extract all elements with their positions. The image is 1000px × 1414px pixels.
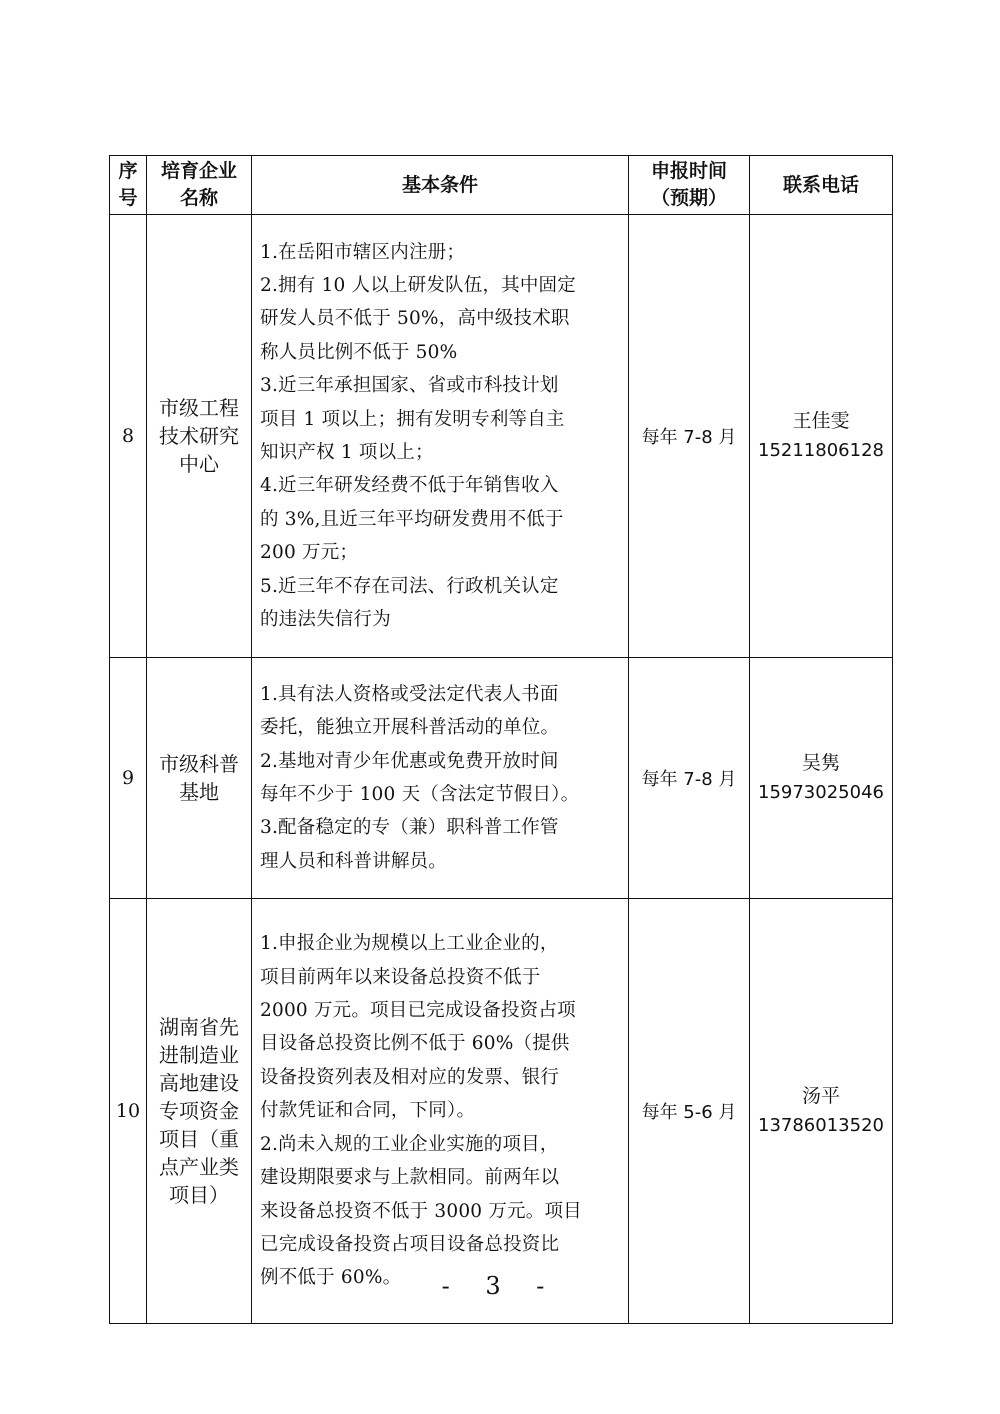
header-conditions: 基本条件 xyxy=(252,156,629,215)
cell-application-time: 每年 5-6 月 xyxy=(629,899,750,1324)
condition-line: 研发人员不低于 50%，高中级技术职 xyxy=(260,308,570,330)
condition-line: 付款凭证和合同，下同）。 xyxy=(260,1100,476,1122)
condition-line: 3.近三年承担国家、省或市科技计划 xyxy=(260,375,559,397)
enterprise-name-line: 进制造业 xyxy=(159,1043,239,1067)
header-time-line: （预期） xyxy=(650,187,727,209)
header-name-line: 名称 xyxy=(179,187,218,209)
condition-line: 项目 1 项以上；拥有发明专利等自主 xyxy=(260,408,565,430)
contact-phone: 13786013520 xyxy=(758,1115,884,1136)
condition-line: 1.在岳阳市辖区内注册； xyxy=(260,241,466,263)
condition-line: 每年不少于 100 天（含法定节假日）。 xyxy=(260,784,580,805)
condition-line: 理人员和科普讲解员。 xyxy=(260,850,448,872)
cell-application-time: 每年 7-8 月 xyxy=(629,658,750,899)
condition-line: 的 3%,且近三年平均研发费用不低于 xyxy=(260,508,564,530)
header-phone: 联系电话 xyxy=(750,156,893,215)
contact-phone: 15973025046 xyxy=(758,782,884,803)
header-no xyxy=(110,156,147,215)
condition-line: 称人员比例不低于 50% xyxy=(260,341,458,363)
cell-contact xyxy=(750,215,893,658)
condition-line: 例不低于 60%。 xyxy=(260,1267,402,1289)
cell-enterprise-name xyxy=(147,215,252,658)
header-name-line: 培育企业 xyxy=(160,160,237,182)
enterprise-name-line: 项目（重 xyxy=(159,1127,239,1151)
enterprise-name-line: 市级科普 xyxy=(159,752,239,776)
condition-line: 1.申报企业为规模以上工业企业的， xyxy=(260,933,559,955)
header-no-line: 序 xyxy=(118,160,138,182)
condition-line: 已完成设备投资占项目设备总投资比 xyxy=(260,1233,560,1255)
condition-line: 1.具有法人资格或受法定代表人书面 xyxy=(260,683,559,705)
contact-name: 吴隽 xyxy=(801,752,840,774)
enterprise-name-line: 技术研究 xyxy=(159,424,239,448)
enterprise-name-line: 高地建设 xyxy=(159,1071,239,1095)
cell-conditions xyxy=(252,215,629,658)
condition-line: 4.近三年研发经费不低于年销售收入 xyxy=(260,475,559,497)
enterprise-name-line: 市级工程 xyxy=(159,396,239,420)
enterprise-name-line: 基地 xyxy=(179,780,219,804)
header-name xyxy=(147,156,252,215)
enterprise-name-line: 点产业类 xyxy=(159,1155,239,1179)
condition-line: 2.拥有 10 人以上研发队伍，其中固定 xyxy=(260,274,576,296)
condition-line: 来设备总投资不低于 3000 万元。项目 xyxy=(260,1200,582,1222)
cell-application-time: 每年 7-8 月 xyxy=(629,215,750,658)
cell-enterprise-name xyxy=(147,899,252,1324)
cell-contact xyxy=(750,658,893,899)
cell-no: 10 xyxy=(110,899,147,1324)
cell-conditions xyxy=(252,658,629,899)
condition-line: 建设期限要求与上款相同。前两年以 xyxy=(260,1167,560,1189)
condition-line: 2000 万元。项目已完成设备投资占项 xyxy=(260,1000,576,1022)
condition-line: 目设备总投资比例不低于 60%（提供 xyxy=(260,1033,570,1055)
contact-phone: 15211806128 xyxy=(758,440,884,461)
condition-line: 委托，能独立开展科普活动的单位。 xyxy=(260,717,560,739)
enterprise-name-line: 专项资金 xyxy=(159,1099,239,1123)
enterprise-name-line: 湖南省先 xyxy=(159,1015,239,1039)
cell-enterprise-name xyxy=(147,658,252,899)
page-number: - 3 - xyxy=(441,1272,559,1300)
condition-line: 的违法失信行为 xyxy=(260,609,391,631)
header-time xyxy=(629,156,750,215)
cell-no: 8 xyxy=(110,215,147,658)
condition-line: 200 万元； xyxy=(260,542,359,564)
condition-line: 设备投资列表及相对应的发票、银行 xyxy=(260,1066,560,1088)
enterprise-name-line: 中心 xyxy=(179,452,219,476)
condition-line: 项目前两年以来设备总投资不低于 xyxy=(260,966,541,988)
table-row xyxy=(110,215,893,658)
table-header-row xyxy=(110,156,893,215)
condition-line: 3.配备稳定的专（兼）职科普工作管 xyxy=(260,817,559,839)
condition-line: 5.近三年不存在司法、行政机关认定 xyxy=(260,575,559,597)
header-time-line: 申报时间 xyxy=(650,160,727,182)
cell-no: 9 xyxy=(110,658,147,899)
table-row xyxy=(110,658,893,899)
cell-contact xyxy=(750,899,893,1324)
contact-name: 汤平 xyxy=(801,1085,840,1107)
contact-name: 王佳雯 xyxy=(792,410,850,432)
condition-line: 知识产权 1 项以上； xyxy=(260,442,434,463)
condition-line: 2.基地对青少年优惠或免费开放时间 xyxy=(260,750,559,772)
enterprise-name-line: 项目） xyxy=(169,1183,229,1207)
table-row xyxy=(110,899,893,1324)
conditions-table xyxy=(109,155,893,1324)
cell-conditions xyxy=(252,899,629,1324)
condition-line: 2.尚未入规的工业企业实施的项目， xyxy=(260,1133,559,1155)
header-no-line: 号 xyxy=(118,187,138,209)
